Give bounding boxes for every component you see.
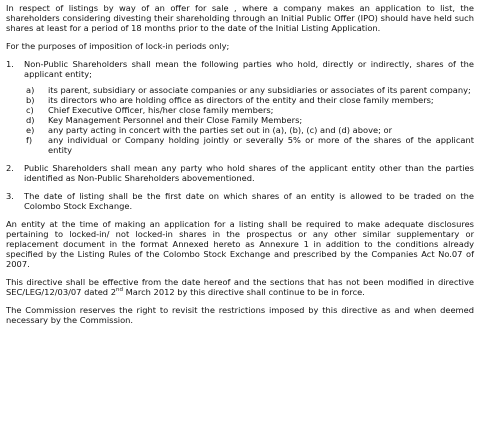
directive-text-after: March 2012 by this directive shall continue to be in force.: [122, 287, 365, 297]
definition-item-2: [6, 163, 474, 183]
definition-item-1: [6, 59, 474, 155]
sub-item-letter: e): [26, 125, 35, 135]
sub-item: [24, 135, 474, 155]
sub-item-letter: c): [26, 105, 34, 115]
disclosure-paragraph: An entity at the time of making an application for a listing shall be required to make adequate disclosures pertaining to locked-in/ not locked-in shares in the prospectus or any other similar supplementary or replacement document in the format Annexed hereto as Annexure 1 in addition to the conditions already specified by the Listing Rules of the Colombo Stock Exchange and prescribed by the Companies Act No.07 of 2007.: [6, 219, 474, 269]
sub-item-letter: d): [26, 115, 35, 125]
item-number: 3.: [6, 191, 14, 201]
sub-item-text: its directors who are holding office as directors of the entity and their close family members;: [48, 95, 434, 105]
sub-item: [24, 85, 474, 95]
commission-paragraph: The Commission reserves the right to revisit the restrictions imposed by this directive as and when deemed necessary by the Commission.: [6, 305, 474, 325]
sub-item-text: any individual or Company holding jointly or severally 5% or more of the shares of the applicant entity: [48, 135, 474, 155]
item-text: Non-Public Shareholders shall mean the following parties who hold, directly or indirectly, shares of the applicant entity;: [24, 59, 474, 79]
intro-paragraph: In respect of listings by way of an offer for sale , where a company makes an application to list, the shareholders considering divesting their shareholding through an Initial Public Offer (IPO) should have held such shares at least for a period of 18 months prior to the date of the Initial Listing Application.: [6, 3, 474, 33]
item-number: 2.: [6, 163, 14, 173]
directive-paragraph: [6, 277, 474, 297]
directive-text-before: This directive shall be effective from the date hereof and the sections that has not been modified in directive SEC/LEG/12/03/07 dated 2: [6, 277, 474, 297]
sub-item: [24, 95, 474, 105]
definition-item-3: [6, 191, 474, 211]
sub-item-letter: f): [26, 135, 33, 145]
sub-item: [24, 105, 474, 115]
sub-item-letter: b): [26, 95, 35, 105]
directive-superscript: nd: [115, 287, 123, 294]
sub-item-text: Chief Executive Officer, his/her close family members;: [48, 105, 274, 115]
sub-item-text: any party acting in concert with the parties set out in (a), (b), (c) and (d) above; or: [48, 125, 393, 135]
purposes-paragraph: For the purposes of imposition of lock-in periods only;: [6, 41, 230, 51]
item-text: The date of listing shall be the first date on which shares of an entity is allowed to be traded on the Colombo Stock Exchange.: [24, 191, 474, 211]
item-number: 1.: [6, 59, 14, 69]
sub-item: [24, 125, 474, 135]
sub-item-text: Key Management Personnel and their Close Family Members;: [48, 115, 303, 125]
sub-list: [24, 85, 474, 155]
item-text: Public Shareholders shall mean any party who hold shares of the applicant entity other than the parties identified as Non-Public Shareholders abovementioned.: [24, 163, 474, 183]
sub-item-letter: a): [26, 85, 35, 95]
sub-item: [24, 115, 474, 125]
sub-item-text: its parent, subsidiary or associate companies or any subsidiaries or associates of its parent company;: [48, 85, 471, 95]
